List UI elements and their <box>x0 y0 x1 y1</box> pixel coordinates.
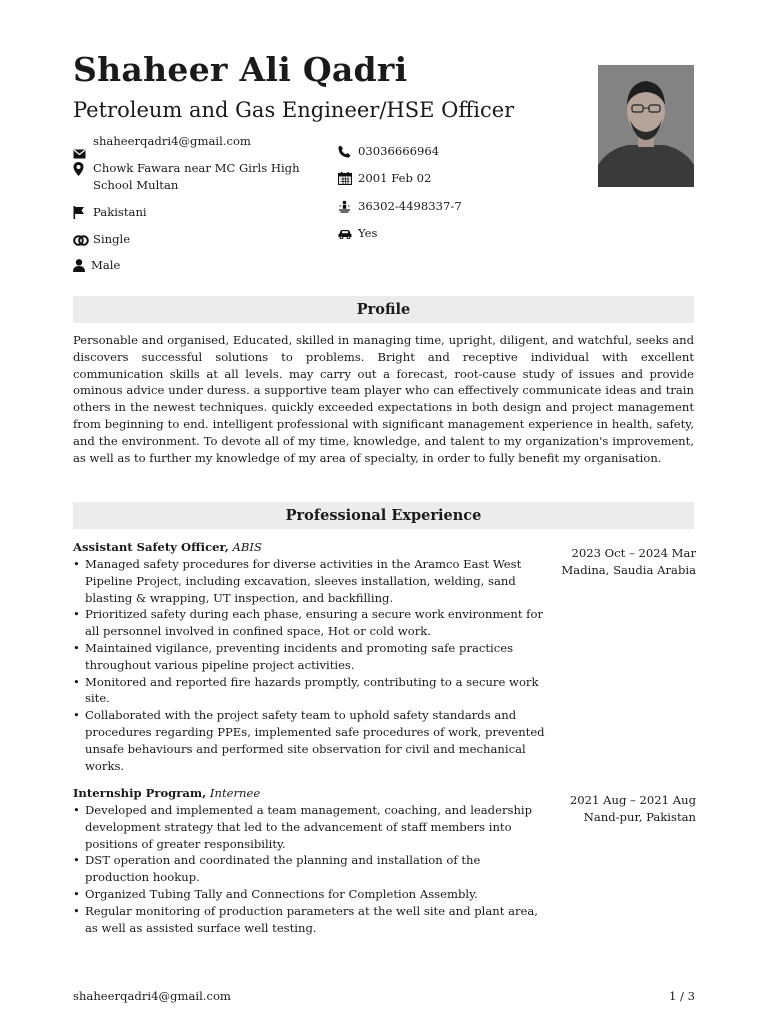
contact-id-number <box>338 198 538 215</box>
page-number: 1 / 3 <box>668 989 695 1003</box>
birthdate-text: 2001 Feb 02 <box>358 171 432 185</box>
marital-status-text: Single <box>93 232 131 246</box>
list-item: • Maintained vigilance, preventing incidents and promoting safe practices throughout various pipeline project activities. <box>73 640 548 674</box>
contact-birthdate <box>338 170 538 187</box>
id-number-text: 36302-4498337-7 <box>358 199 462 213</box>
calendar-icon <box>338 170 358 187</box>
phone-icon <box>338 143 358 160</box>
experience-heading: Professional Experience <box>73 502 694 529</box>
list-item: • Developed and implemented a team management, coaching, and leadership development strategy that led to the advancement of staff members into positions of greater responsibility. <box>73 802 548 852</box>
job-1-location: Madina, Saudia Arabia <box>561 563 696 577</box>
list-item: • Monitored and reported fire hazards promptly, contributing to a secure work site. <box>73 674 548 708</box>
id-card-icon <box>338 198 358 215</box>
list-item: • Prioritized safety during each phase, ensuring a secure work environment for all personnel involved in confined space, Hot or cold work. <box>73 606 548 640</box>
job-2-org: Internee <box>209 786 261 800</box>
list-item: • DST operation and coordinated the planning and installation of the production hookup. <box>73 852 548 886</box>
job-2-header <box>73 785 260 802</box>
job-2-dates: 2021 Aug – 2021 Aug <box>569 793 696 807</box>
contact-marital-status <box>73 231 323 248</box>
contact-email <box>73 133 323 162</box>
person-icon <box>73 257 91 274</box>
phone-text: 03036666964 <box>358 144 440 158</box>
driving-text: Yes <box>358 226 378 240</box>
nationality-text: Pakistani <box>93 205 147 219</box>
profile-text: Personable and organised, Educated, skilled in managing time, upright, diligent, and watchful, seeks and discovers successful solutions to problems. Bright and receptive individual with excellent communication skills at all levels. may carry out a forecast, root-cause study of issues and provide ominous advice under duress. a supportive team player who can effectively communicate ideas and train others in the newest techniques. quickly exceeded expectations in both design and project management from beginning to end. intelligent professional with significant management experience in health, safety, and the environment. To devote all of my time, knowledge, and talent to my organization's improvement, as well as to further my knowledge of my area of specialty, in order to fully benefit my organisation. <box>73 333 694 465</box>
candidate-name: Shaheer Ali Qadri <box>73 50 408 89</box>
job-1-bullets <box>73 556 548 774</box>
list-item: • Managed safety procedures for diverse activities in the Aramco East West Pipeline Project, including excavation, sleeves installation, welding, sand blasting & wrapping, UT inspection, and backfilling. <box>73 556 548 606</box>
profile-heading: Profile <box>73 296 694 323</box>
list-item: • Collaborated with the project safety team to uphold safety standards and procedures regarding PPEs, implemented safe procedures of work, prevented unsafe behaviours and performed site observation for civil and mechanical works. <box>73 707 548 774</box>
contact-phone <box>338 143 538 160</box>
job-1-header <box>73 539 262 556</box>
job-2-role: Internship Program, <box>73 786 207 800</box>
footer-email: shaheerqadri4@gmail.com <box>73 989 231 1003</box>
rings-icon <box>73 231 93 248</box>
envelope-icon <box>73 133 93 162</box>
contact-nationality <box>73 204 323 221</box>
job-1-role: Assistant Safety Officer, <box>73 540 229 554</box>
list-item: • Organized Tubing Tally and Connections for Completion Assembly. <box>73 886 548 903</box>
gender-text: Male <box>91 258 121 272</box>
car-icon <box>338 225 358 242</box>
job-1-dates: 2023 Oct – 2024 Mar <box>571 546 696 560</box>
email-text: shaheerqadri4@gmail.com <box>93 134 251 148</box>
job-2-bullets <box>73 802 548 936</box>
flag-icon <box>73 204 93 221</box>
list-item: • Regular monitoring of production parameters at the well site and plant area, as well as assisted surface well testing. <box>73 903 548 937</box>
job-2-location: Nand-pur, Pakistan <box>583 810 696 824</box>
profile-photo <box>598 65 694 187</box>
contact-driving <box>338 225 538 242</box>
location-pin-icon <box>73 160 93 177</box>
job-1-org: ABIS <box>232 540 262 554</box>
contact-address <box>73 160 323 194</box>
job-title: Petroleum and Gas Engineer/HSE Officer <box>73 98 515 122</box>
contact-gender <box>73 257 323 274</box>
address-text: Chowk Fawara near MC Girls High School Multan <box>93 161 300 192</box>
